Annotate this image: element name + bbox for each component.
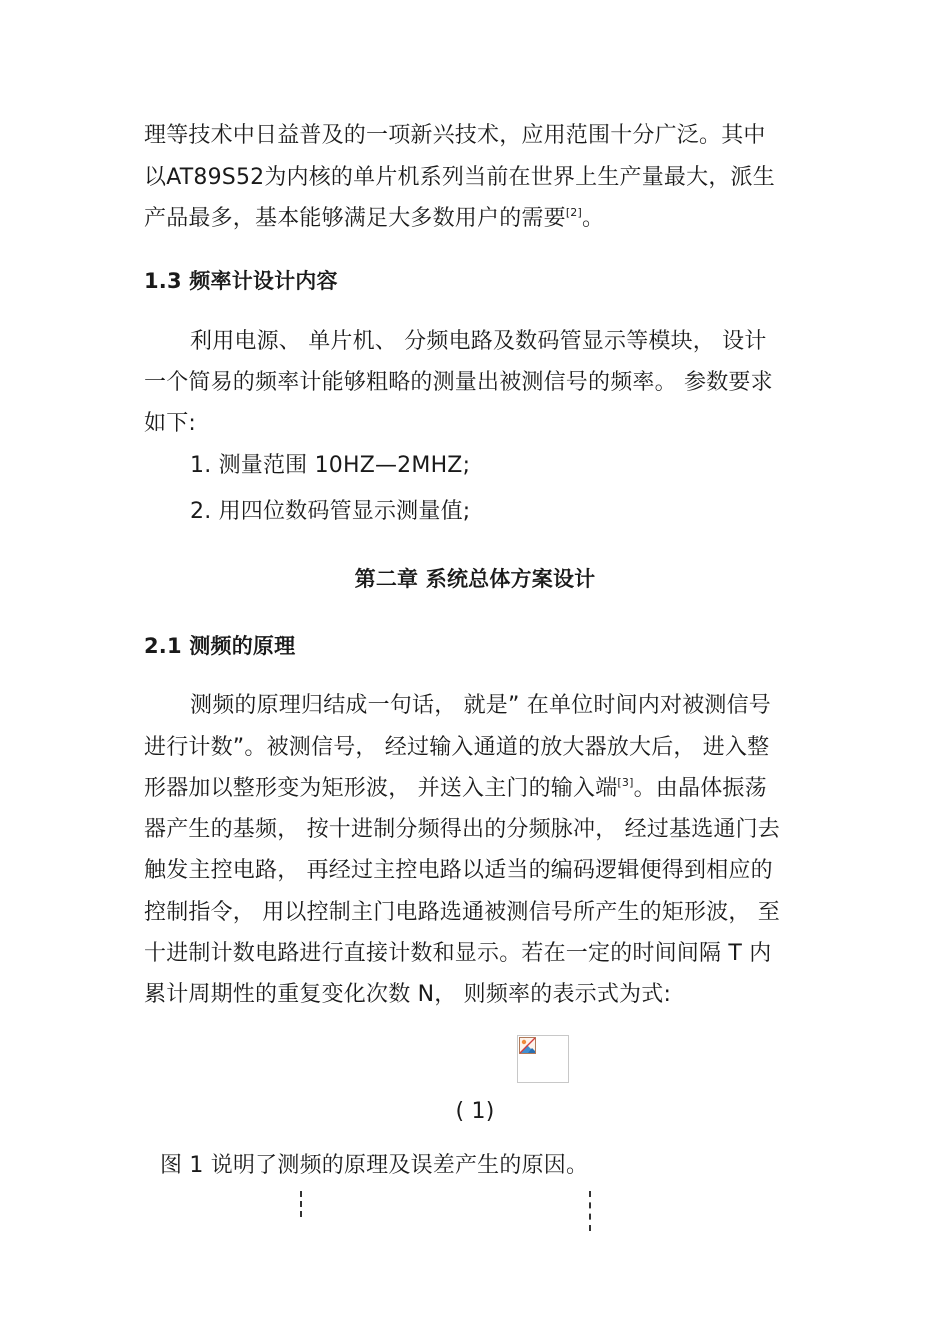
figure-dashed-line-right (589, 1191, 591, 1231)
figure-1-caption: 图 1 说明了测频的原理及误差产生的原因。 (160, 1153, 589, 1178)
section-2-1-line-5: 触发主控电路， 再经过主控电路以适当的编码逻辑便得到相应的 (144, 858, 773, 883)
broken-image-icon (519, 1037, 537, 1055)
section-2-1-line-7: 十进制计数电路进行直接计数和显示。若在一定的时间间隔 T 内 (144, 941, 772, 966)
section-2-1-line-2: 进行计数”。被测信号， 经过输入通道的放大器放大后， 进入整 (144, 735, 770, 760)
section-1-3-para-line-1: 利用电源、 单片机、 分频电路及数码管显示等模块， 设计 (190, 329, 767, 354)
requirement-item-1: 1. 测量范围 10HZ—2MHZ; (190, 453, 471, 478)
citation-ref-2[interactable]: [2] (565, 206, 582, 219)
section-1-3-title: 1.3 频率计设计内容 (144, 269, 338, 293)
section-2-1-line-3 (144, 774, 767, 804)
section-2-1-line-3-end: 。由晶体振荡 (633, 776, 767, 801)
intro-line-1: 理等技术中日益普及的一项新兴技术，应用范围十分广泛。其中 (144, 123, 766, 148)
section-2-1-line-6: 控制指令， 用以控制主门电路选通被测信号所产生的矩形波， 至 (144, 900, 780, 925)
section-2-1-line-3-text: 形器加以整形变为矩形波， 并送入主门的输入端 (144, 776, 618, 801)
requirement-item-2: 2. 用四位数码管显示测量值; (190, 499, 471, 524)
section-1-3-para-line-3: 如下: (144, 411, 197, 436)
equation-number: ( 1) (455, 1099, 495, 1124)
section-2-1-line-8: 累计周期性的重复变化次数 N， 则频率的表示式为式: (144, 982, 672, 1007)
section-2-1-line-1: 测频的原理归结成一句话， 就是” 在单位时间内对被测信号 (190, 693, 771, 718)
section-2-1-title: 2.1 测频的原理 (144, 634, 296, 658)
intro-line-3-end: 。 (582, 206, 605, 231)
citation-ref-3[interactable]: [3] (617, 776, 634, 789)
intro-line-3-text: 产品最多，基本能够满足大多数用户的需要 (144, 206, 566, 231)
chapter-2-title: 第二章 系统总体方案设计 (354, 567, 596, 591)
intro-line-2: 以AT89S52为内核的单片机系列当前在世界上生产量最大，派生 (144, 165, 775, 190)
formula-image-placeholder (517, 1035, 569, 1083)
section-2-1-line-4: 器产生的基频， 按十进制分频得出的分频脉冲， 经过基选通门去 (144, 817, 780, 842)
figure-dashed-line-left (300, 1191, 302, 1217)
section-1-3-para-line-2: 一个简易的频率计能够粗略的测量出被测信号的频率。 参数要求 (144, 370, 773, 395)
intro-line-3 (144, 204, 604, 234)
